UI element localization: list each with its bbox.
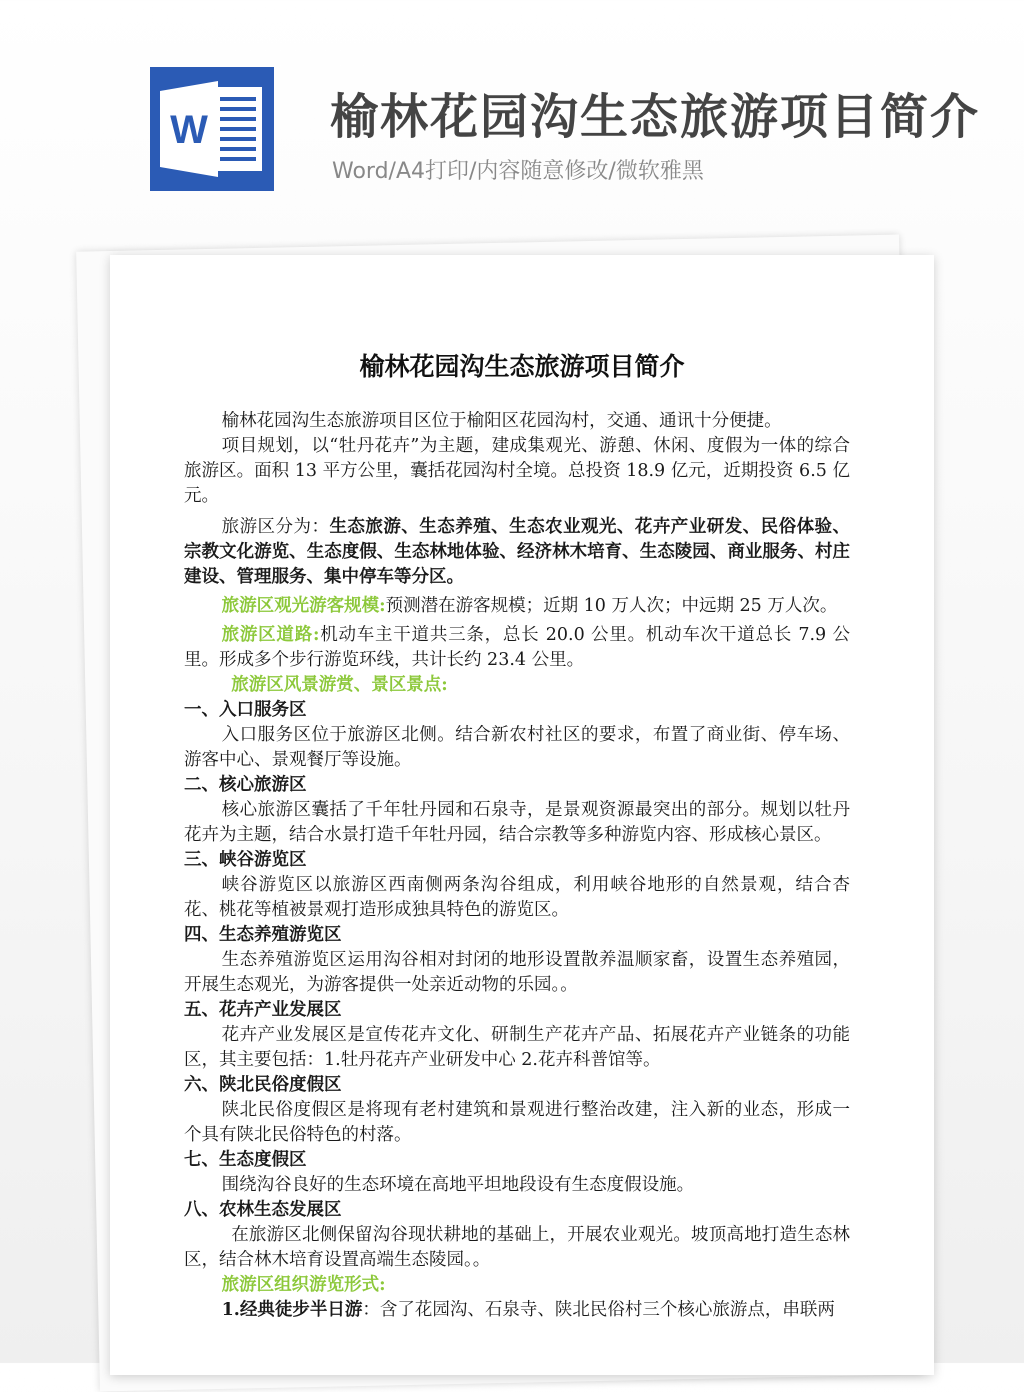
section-text: 花卉产业发展区是宣传花卉文化、研制生产花卉产品、拓展花卉产业链条的功能区，其主要包括：1.牡丹花卉产业研发中心 2.花卉科普馆等。 bbox=[184, 1025, 850, 1070]
section-heading: 一、入口服务区 bbox=[184, 700, 307, 720]
document-page bbox=[110, 255, 934, 1375]
section-text: 陕北民俗度假区是将现有老村建筑和景观进行整治改建，注入新的业态，形成一个具有陕北民俗特色的村落。 bbox=[184, 1100, 850, 1145]
document-body bbox=[184, 409, 850, 1323]
zones-label: 旅游区分为： bbox=[221, 517, 330, 537]
section-text: 生态养殖游览区运用沟谷相对封闭的地形设置散养温顺家畜，设置生态养殖园，开展生态观光，为游客提供一处亲近动物的乐园。。 bbox=[184, 950, 850, 995]
section-heading: 八、农林生态发展区 bbox=[184, 1200, 342, 1220]
section-heading: 二、核心旅游区 bbox=[184, 775, 307, 795]
scale-paragraph bbox=[184, 594, 850, 619]
document-title: 榆林花园沟生态旅游项目简介 bbox=[359, 352, 685, 381]
section-text: 核心旅游区囊括了千年牡丹园和石泉寺，是景观资源最突出的部分。规划以牡丹花卉为主题，结合水景打造千年牡丹园，结合宗教等多种游览内容、形成核心景区。 bbox=[184, 800, 850, 845]
tour-item-label: 1.经典徒步半日游 bbox=[221, 1300, 363, 1320]
section-heading: 七、生态度假区 bbox=[184, 1150, 307, 1170]
word-doc-icon bbox=[150, 67, 274, 191]
road-label: 旅游区道路: bbox=[221, 625, 320, 645]
tour-item-text: ：含了花园沟、石泉寺、陕北民俗村三个核心旅游点，串联两 bbox=[362, 1300, 835, 1320]
section-text: 峡谷游览区以旅游区西南侧两条沟谷组成，利用峡谷地形的自然景观，结合杏花、桃花等植被景观打造形成独具特色的游览区。 bbox=[184, 875, 850, 920]
intro-paragraph: 榆林花园沟生态旅游项目区位于榆阳区花园沟村，交通、通讯十分便捷。 bbox=[221, 411, 782, 431]
section-heading: 五、花卉产业发展区 bbox=[184, 1000, 342, 1020]
word-icon-letter: W bbox=[170, 108, 208, 152]
section-heading: 三、峡谷游览区 bbox=[184, 850, 307, 870]
road-text: 机动车主干道共三条，总长 20.0 公里。机动车次干道总长 7.9 公里。形成多个步行游览环线，共计长约 23.4 公里。 bbox=[184, 625, 850, 670]
header-subtitle: Word/A4打印/内容随意修改/微软雅黑 bbox=[332, 159, 704, 184]
section-text: 入口服务区位于旅游区北侧。结合新农村社区的要求，布置了商业街、停车场、游客中心、景观餐厅等设施。 bbox=[184, 725, 850, 770]
section-text: 围绕沟谷良好的生态环境在高地平坦地段设有生态度假设施。 bbox=[221, 1175, 695, 1195]
tour-heading: 旅游区组织游览形式: bbox=[221, 1275, 386, 1295]
plan-paragraph: 项目规划，以“牡丹花卉”为主题，建成集观光、游憩、休闲、度假为一体的综合旅游区。面积 13 平方公里，囊括花园沟村全境。总投资 18.9 亿元，近期投资 6.5 亿元。 bbox=[184, 436, 850, 506]
scale-text: 预测潜在游客规模；近期 10 万人次；中远期 25 万人次。 bbox=[385, 596, 838, 616]
zones-paragraph bbox=[184, 515, 850, 590]
zones-text: 生态旅游、生态养殖、生态农业观光、花卉产业研发、民俗体验、宗教文化游览、生态度假、生态林地体验、经济林木培育、生态陵园、商业服务、村庄建设、管理服务、集中停车等分区。 bbox=[184, 517, 851, 587]
section-text: 在旅游区北侧保留沟谷现状耕地的基础上，开展农业观光。坡顶高地打造生态林区，结合林木培育设置高端生态陵园。。 bbox=[184, 1225, 850, 1270]
tour-item bbox=[184, 1298, 850, 1323]
section-heading: 四、生态养殖游览区 bbox=[184, 925, 342, 945]
header-title: 榆林花园沟生态旅游项目简介 bbox=[330, 89, 981, 145]
road-paragraph bbox=[184, 623, 850, 673]
scale-label: 旅游区观光游客规模: bbox=[221, 596, 386, 616]
section-heading: 六、陕北民俗度假区 bbox=[184, 1075, 342, 1095]
scenic-heading: 旅游区风景游赏、景区景点: bbox=[231, 675, 448, 695]
